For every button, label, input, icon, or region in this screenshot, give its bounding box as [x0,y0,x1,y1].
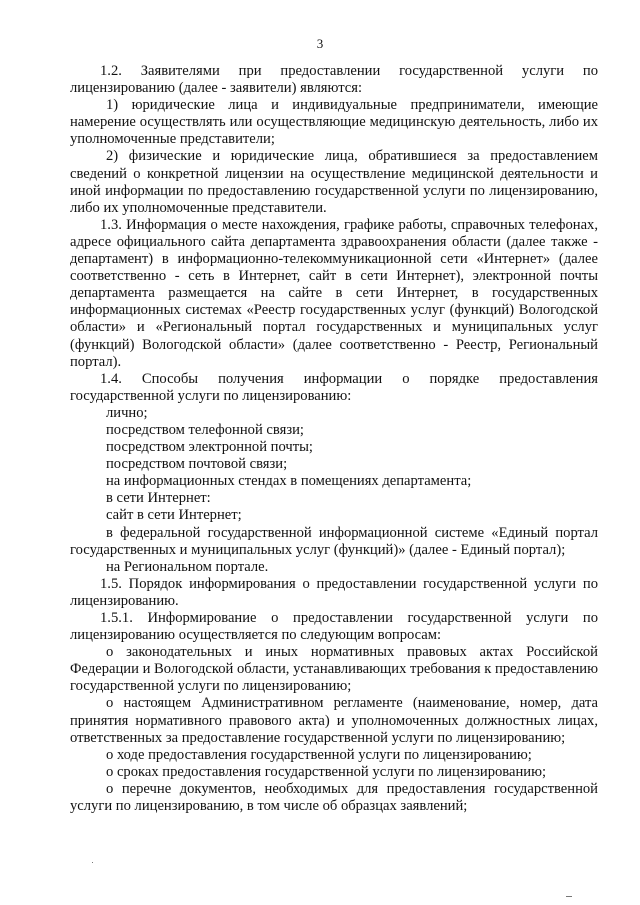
list-item-regional-portal: на Региональном портале. [106,558,269,575]
paragraph-1-5-1: 1.5.1. Информирование о предоставлении государственной услуги по лицензированию осуществляется по следующим вопросам: [70,610,598,644]
page-number: 3 [316,36,324,51]
scan-speck [92,862,93,863]
document-body [70,63,598,815]
paragraph-1-5: 1.5. Порядок информирования о предоставлении государственной услуги по лицензированию. [70,575,598,609]
list-item-stands: на информационных стендах в помещениях департамента; [106,473,472,490]
list-item-phone: посредством телефонной связи; [106,421,304,438]
paragraph-1-2: 1.2. Заявителями при предоставлении государственной услуги по лицензированию (далее - заявители) являются: [70,63,598,97]
paragraph-1-4: 1.4. Способы получения информации о порядке предоставления государственной услуги по лицензированию: [70,370,598,404]
paragraph-applicants-2: 2) физические и юридические лица, обратившиеся за предоставлением сведений о конкретной лицензии на осуществление медицинской деятельности и иной информации по предоставлению государственной услуги по лицензированию, либо их уполномоченные представители. [70,148,598,216]
list-item-unified-portal: в федеральной государственной информационной системе «Единый портал государственных и муниципальных услуг (функций)» (далее - Единый портал); [70,524,598,558]
list-item-progress: о ходе предоставления государственной услуги по лицензированию; [106,746,532,763]
list-item-internet: в сети Интернет: [106,490,211,507]
list-item-documents: о перечне документов, необходимых для предоставления государственной услуги по лицензированию, в том числе об образцах заявлений; [70,780,598,815]
list-item-email: посредством электронной почты; [106,439,313,456]
list-item-website: сайт в сети Интернет; [106,507,242,524]
paragraph-1-3: 1.3. Информация о месте нахождения, графике работы, справочных телефонах, адресе официального сайта департамента здравоохранения области (далее также - департамент) в информационно-телекоммуникационной сети «Интернет» (далее соответственно - сеть в Интернет, сайт в сети Интернет), электронной почты департамента размещается на сайте в сети Интернет, в государственных информационных системах «Реестр государственных услуг (функций) Вологодской области» и «Региональный портал государственных и муниципальных услуг (функций) Вологодской области» (далее соответственно - Реестр, Региональный портал). [70,216,598,370]
paragraph-applicants-1: 1) юридические лица и индивидуальные предприниматели, имеющие намерение осуществлять или осуществляющие медицинскую деятельность, либо их уполномоченные представители; [70,97,598,148]
scan-speck [566,896,572,897]
list-item-post: посредством почтовой связи; [106,456,288,473]
list-item-legislation: о законодательных и иных нормативных правовых актах Российской Федерации и Вологодской области, устанавливающих требования к предоставлению государственной услуги по лицензированию; [70,644,598,695]
list-item-terms: о сроках предоставления государственной услуги по лицензированию; [106,763,547,780]
list-item-regulation: о настоящем Административном регламенте (наименование, номер, дата принятия нормативного правового акта) и уполномоченных должностных лицах, ответственных за предоставление государственной услуги по лицензированию; [70,695,598,746]
list-item-in-person: лично; [106,404,148,421]
